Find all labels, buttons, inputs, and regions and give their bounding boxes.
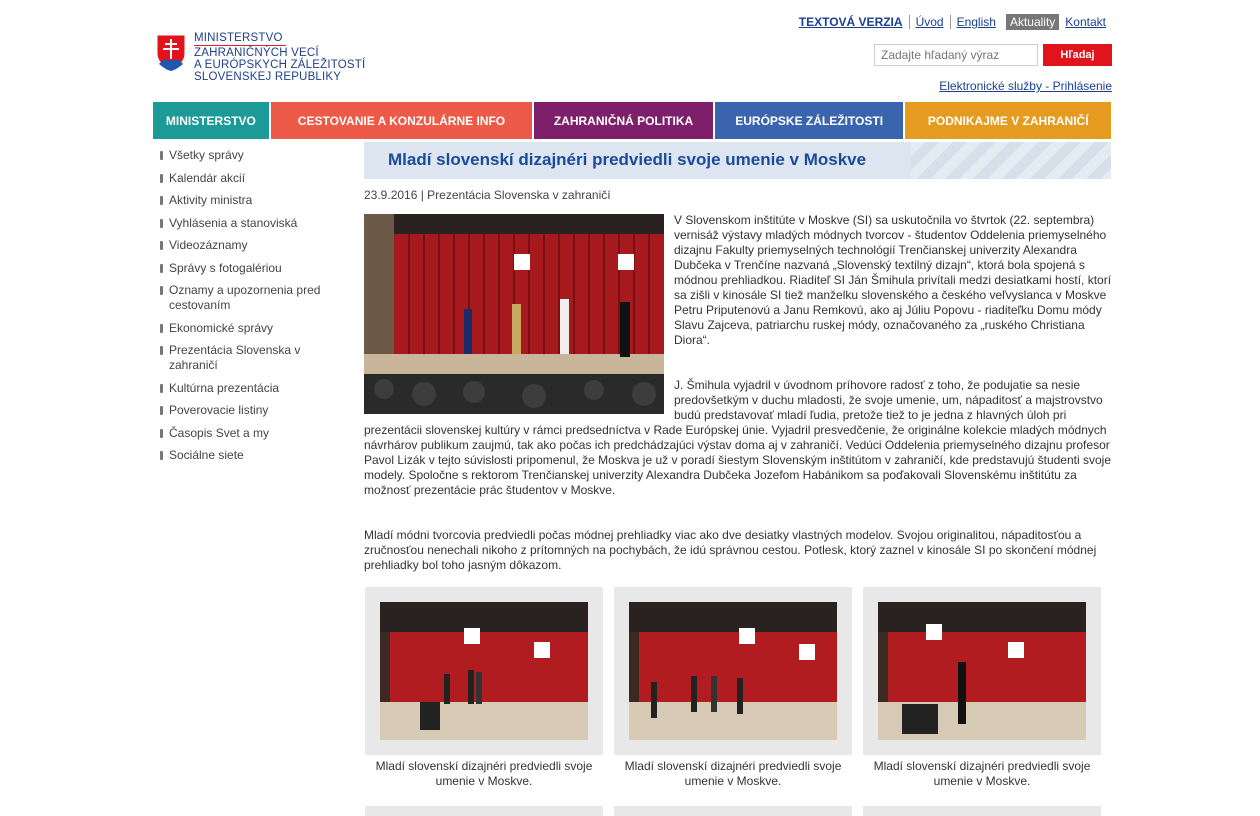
nav-europske-zalezitosti[interactable]: EURÓPSKE ZÁLEŽITOSTI [715, 102, 906, 139]
home-link[interactable]: Úvod [909, 15, 950, 29]
top-navigation [793, 14, 1112, 30]
search-input[interactable] [874, 44, 1038, 66]
bullet-icon [160, 151, 163, 160]
bullet-icon [160, 264, 163, 273]
coat-of-arms-icon [156, 34, 186, 72]
bullet-icon [160, 451, 163, 460]
article-paragraph-1: V Slovenskom inštitúte v Moskve (SI) sa uskutočnila vo štvrtok (22. septembra) vernisáž výstavy mladých módnych tvorcov - študentov Oddelenia priemyselného dizajnu Fakulty priemyselných technológií Trenčianskej univerzity Alexandra Dubčeka v Trenčíne nazvaná „Slovenský textilný dizajn“, ktorá bola spojená s módnou prehliadkou. Riaditeľ SI Ján Šmihula privítali medzi desiatkami hostí, ktorí sa zišli v kinosále SI tiež manželku slovenského a českého veľvyslanca v Moskve Petru Priputenovú a Janu Remkovú, ako aj Júliu Popovu - riaditeľku Domu módy Slavu Zajceva, patriarchu ruskej módy, označovaného za „ruského Christiana Diora“. [674, 213, 1112, 347]
sidebar [160, 148, 350, 471]
nav-podnikajme[interactable]: PODNIKAJME V ZAHRANIČÍ [905, 102, 1111, 139]
gallery-thumbnail-partial[interactable] [863, 806, 1101, 816]
bullet-icon [160, 429, 163, 438]
sidebar-item[interactable]: Prezentácia Slovenska v zahraničí [160, 343, 350, 373]
sidebar-item[interactable]: Vyhlásenia a stanoviská [160, 216, 350, 231]
sidebar-item[interactable]: Všetky správy [160, 148, 350, 163]
sidebar-item[interactable]: Sociálne siete [160, 448, 350, 463]
sidebar-item[interactable]: Správy s fotogalériou [160, 261, 350, 276]
bullet-icon [160, 286, 163, 295]
sidebar-item[interactable]: Oznamy a upozornenia pred cestovaním [160, 283, 350, 313]
bullet-icon [160, 406, 163, 415]
bullet-icon [160, 346, 163, 355]
sidebar-item[interactable]: Poverovacie listiny [160, 403, 350, 418]
decorative-pattern [911, 142, 1111, 179]
gallery-thumbnail[interactable] [863, 587, 1101, 755]
news-link[interactable]: Aktuality [1006, 14, 1059, 30]
sidebar-item[interactable]: Kalendár akcií [160, 171, 350, 186]
contact-link[interactable]: Kontakt [1065, 15, 1106, 29]
logo-text: MINISTERSTVO ZAHRANIČNÝCH VECÍ A EURÓPSKYCH ZÁLEŽITOSTÍ SLOVENSKEJ REPUBLIKY [194, 32, 366, 83]
search-button[interactable]: Hľadaj [1043, 44, 1112, 66]
eservices-login-link[interactable]: Elektronické služby - Prihlásenie [939, 79, 1112, 93]
sidebar-item[interactable]: Videozáznamy [160, 238, 350, 253]
bullet-icon [160, 219, 163, 228]
bullet-icon [160, 384, 163, 393]
article-title-box [364, 142, 1111, 179]
gallery-photo [878, 602, 1086, 740]
sidebar-item[interactable]: Ekonomické správy [160, 321, 350, 336]
main-navigation [153, 102, 1111, 139]
sidebar-item[interactable]: Kultúrna prezentácia [160, 381, 350, 396]
sidebar-item[interactable]: Časopis Svet a my [160, 426, 350, 441]
bullet-icon [160, 196, 163, 205]
gallery-caption: Mladí slovenskí dizajnéri predviedli svoje umenie v Moskve. [873, 759, 1091, 788]
article-paragraph-1b: J. Šmihula vyjadril v úvodnom príhovore radosť z toho, že podujatie sa nesie predovšetkým v duchu mladosti, že svoje umenie, um, nápaditosť a majstrovstvo budú predstavovať mladí ľudia, pretože tiež to je jedna z hlavných úloh pri prezentácii slovenskej kultúry v rámci predsedníctva v Rade Európskej únie. Vyjadril presvedčenie, že originálne kolekcie mladých módnych návrhárov publikum zaujmú, tak ako počas ich predchádzajúci výstav doma aj v zahraničí. Vedúci Oddelenia priemyselného dizajnu profesor Pavol Lizák v tejto súvislosti pripomenul, že Moskva je už v poradí šiestym Slovenským inštitútom v zahraničí, kde predstavujú študenti svoje modely. Spoločne s rektorom Trenčianskej univerzity Alexandra Dubčeka Jozefom Habánikom sa poďakovali Slovenskému inštitútu za možnosť prezentácie prác študentov v Moskve. [364, 378, 1111, 497]
gallery-thumbnail[interactable] [365, 587, 603, 755]
nav-ministerstvo[interactable]: MINISTERSTVO [153, 102, 271, 139]
nav-zahranicna-politika[interactable]: ZAHRANIČNÁ POLITIKA [534, 102, 715, 139]
text-version-link[interactable]: TEXTOVÁ VERZIA [798, 15, 903, 29]
bullet-icon [160, 324, 163, 333]
gallery-caption: Mladí slovenskí dizajnéri predviedli svoje umenie v Moskve. [624, 759, 842, 788]
bullet-icon [160, 174, 163, 183]
bullet-icon [160, 241, 163, 250]
article-title: Mladí slovenskí dizajnéri predviedli svoje umenie v Moskve [388, 150, 867, 169]
article-meta: 23.9.2016 | Prezentácia Slovenska v zahraničí [364, 188, 611, 202]
ministry-logo[interactable] [156, 32, 386, 92]
article-paragraph-2: Mladí módni tvorcovia predviedli počas módnej prehliadky viac ako dve desiatky vlastných modelov. Svojou originalitou, nápaditosťou a zručnosťou nenechali nikoho z prítomných na pochybách, že idú správnou cestou. Potlesk, ktorý zaznel v kinosále SI po skončení módnej prehliadky bol toho jasným dôkazom. [364, 528, 1097, 572]
gallery-photo [380, 602, 588, 740]
gallery-caption: Mladí slovenskí dizajnéri predviedli svoje umenie v Moskve. [375, 759, 593, 788]
sidebar-item[interactable]: Aktivity ministra [160, 193, 350, 208]
gallery-thumbnail[interactable] [614, 587, 852, 755]
english-link[interactable]: English [950, 15, 1002, 29]
gallery-thumbnail-partial[interactable] [614, 806, 852, 816]
float-spacer [364, 378, 674, 420]
gallery-thumbnail-partial[interactable] [365, 806, 603, 816]
gallery-photo [629, 602, 837, 740]
nav-cestovanie[interactable]: CESTOVANIE A KONZULÁRNE INFO [271, 102, 534, 139]
